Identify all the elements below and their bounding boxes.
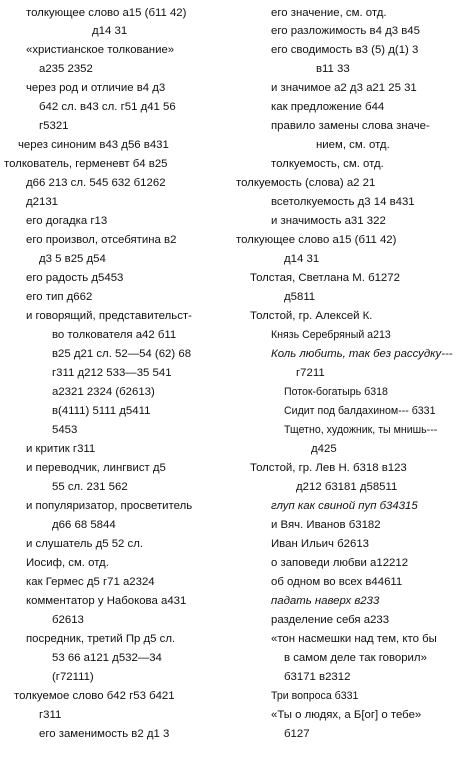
- index-line: Иосиф, см. отд.: [26, 557, 109, 569]
- index-line: 55 сл. 231 562: [52, 481, 128, 493]
- index-line: нием, см. отд.: [316, 139, 390, 151]
- index-line: Толстая, Светлана М. б1272: [250, 272, 400, 284]
- index-line: и говорящий, представительст-: [26, 310, 192, 322]
- index-line: 53 66 а121 д532—34: [52, 652, 162, 664]
- index-line: его догадка г13: [26, 215, 108, 227]
- index-line: д2131: [26, 196, 58, 208]
- index-line: д14 31: [92, 25, 128, 37]
- index-line: толкуемое слово б42 г53 б421: [14, 690, 175, 702]
- index-line: Поток-богатырь б318: [284, 386, 388, 398]
- index-line: глуп как свиной пуп б34315: [271, 500, 418, 512]
- index-line: (г72111): [52, 671, 94, 683]
- index-line: г5321: [39, 120, 69, 132]
- index-line: как предложение б44: [271, 101, 385, 113]
- index-line: его разложимость в4 д3 в45: [271, 25, 420, 37]
- index-line: Сидит под балдахином--- б331: [284, 405, 436, 417]
- index-line: а235 2352: [39, 63, 93, 75]
- index-line: через синоним в43 д56 в431: [18, 139, 169, 151]
- index-line: «тон насмешки над тем, кто бы: [271, 633, 437, 645]
- index-line: правило замены слова значе-: [271, 120, 430, 132]
- index-line: всетолкуемость д3 14 в431: [271, 196, 415, 208]
- index-line: д14 31: [284, 253, 320, 265]
- index-line: и Вяч. Иванов б3182: [271, 519, 381, 531]
- index-line: и переводчик, лингвист д5: [26, 462, 166, 474]
- index-line: а2321 2324 (б2613): [52, 386, 155, 398]
- index-line: Иван Ильич б2613: [271, 538, 369, 550]
- index-line: б3171 в2312: [284, 671, 351, 683]
- index-line: его значение, см. отд.: [271, 7, 387, 19]
- index-line: Тщетно, художник, ты мнишь---: [284, 424, 438, 436]
- index-line: комментатор у Набокова а431: [26, 595, 187, 607]
- index-line: д425: [311, 443, 337, 455]
- index-line: в самом деле так говорил»: [284, 652, 427, 664]
- index-line: «христианское толкование»: [26, 44, 175, 56]
- index-line: и слушатель д5 52 сл.: [26, 538, 144, 550]
- index-line: и критик г311: [26, 443, 96, 455]
- index-line: д5811: [284, 291, 316, 303]
- index-line: в(4111) 5111 д5411: [52, 405, 151, 417]
- index-line: во толкователя а42 б11: [52, 329, 177, 341]
- index-line: его произвол, отсебятина в2: [26, 234, 177, 246]
- index-line: его заменимость в2 д1 3: [39, 728, 170, 740]
- index-line: толкуемость, см. отд.: [271, 158, 384, 170]
- index-line: посредник, третий Пр д5 сл.: [26, 633, 176, 645]
- index-line: Толстой, гр. Алексей К.: [250, 310, 373, 322]
- index-line: через род и отличие в4 д3: [26, 82, 166, 94]
- index-line: 5453: [52, 424, 78, 436]
- index-line: г311: [39, 709, 62, 721]
- index-line: об одном во всех в44611: [271, 576, 403, 588]
- index-line: Три вопроса б331: [271, 690, 359, 702]
- index-line: толкующее слово а15 (б11 42): [26, 7, 187, 19]
- index-line: «Ты о людях, а Б[ог] о тебе»: [271, 709, 422, 721]
- index-line: д212 б3181 д58511: [296, 481, 398, 493]
- index-line: Князь Серебряный а213: [271, 329, 391, 341]
- index-line: д66 68 5844: [52, 519, 116, 531]
- index-line: Коль любить, так без рассудку---: [271, 348, 453, 360]
- index-line: и популяризатор, просветитель: [26, 500, 193, 512]
- index-line: и значимость а31 322: [271, 215, 386, 227]
- index-line: о заповеди любви а12212: [271, 557, 409, 569]
- index-line: падать наверх в233: [271, 595, 380, 607]
- index-line: толкующее слово а15 (б11 42): [236, 234, 397, 246]
- index-line: разделение себя а233: [271, 614, 390, 626]
- index-line: г311 д212 533—35 541: [52, 367, 172, 379]
- index-line: б2613: [52, 614, 84, 626]
- index-line: толкователь, герменевт б4 в25: [4, 158, 168, 170]
- index-line: д3 5 в25 д54: [39, 253, 106, 265]
- index-line: его тип д662: [26, 291, 93, 303]
- index-line: как Гермес д5 г71 а2324: [26, 576, 155, 588]
- index-line: в25 д21 сл. 52—54 (62) 68: [52, 348, 192, 360]
- index-line: д66 213 сл. 545 632 б1262: [26, 177, 166, 189]
- index-line: его сводимость в3 (5) д(1) 3: [271, 44, 419, 56]
- index-line: г7211: [296, 367, 325, 379]
- index-line: его радость д5453: [26, 272, 124, 284]
- index-line: толкуемость (слова) а2 21: [236, 177, 376, 189]
- index-line: б42 сл. в43 сл. г51 д41 56: [39, 101, 176, 113]
- index-line: Толстой, гр. Лев Н. б318 в123: [250, 462, 407, 474]
- index-line: в11 33: [316, 63, 350, 75]
- index-line: и значимое а2 д3 а21 25 31: [271, 82, 417, 94]
- index-line: б127: [284, 728, 310, 740]
